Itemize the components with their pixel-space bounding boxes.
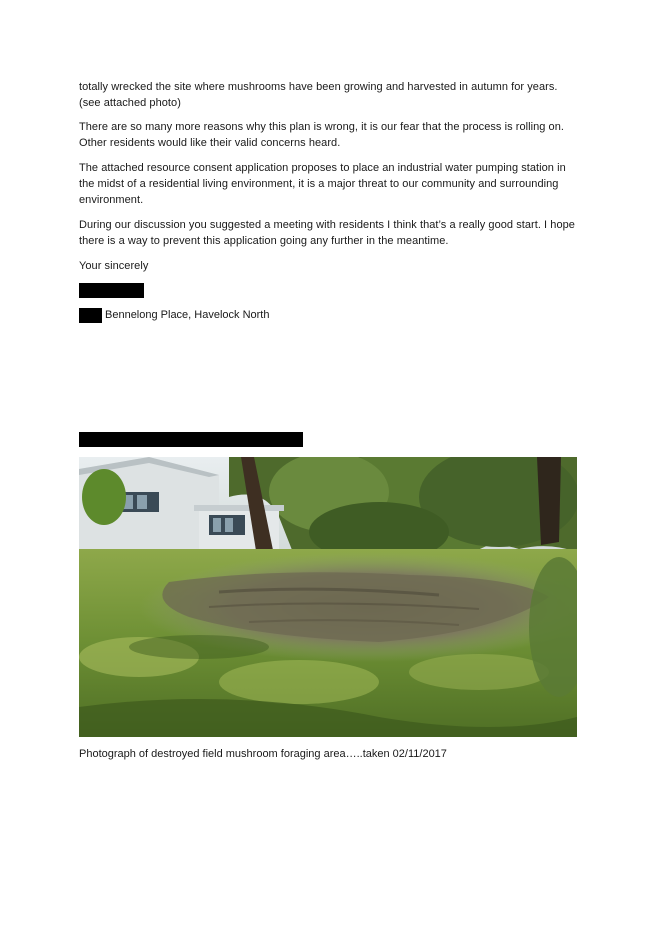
redacted-heading [79, 432, 303, 447]
field-photograph-image [79, 457, 577, 737]
redacted-house-number [79, 308, 102, 323]
paragraph-mushroom-site: totally wrecked the site where mushrooms have been growing and harvested in autumn for years. (see attached photo) [79, 81, 558, 109]
address-text: Bennelong Place, Havelock North [105, 309, 270, 321]
paragraph-meeting: During our discussion you suggested a meeting with residents I think that’s a really good start. I hope there is a way to prevent this application going any further in the meantime. [79, 219, 575, 247]
paragraph-consent-application: The attached resource consent application proposes to place an industrial water pumping station in the midst of a residential living environment, it is a major threat to our community and surrounding environment. [79, 162, 566, 206]
field-photograph [79, 457, 577, 737]
sign-off: Your sincerely [79, 260, 149, 272]
redacted-signature-name [79, 283, 144, 298]
address-line [79, 307, 269, 323]
photo-caption: Photograph of destroyed field mushroom foraging area…..taken 02/11/2017 [79, 748, 447, 760]
paragraph-reasons: There are so many more reasons why this plan is wrong, it is our fear that the process is rolling on. Other residents would like their valid concerns heard. [79, 121, 564, 149]
